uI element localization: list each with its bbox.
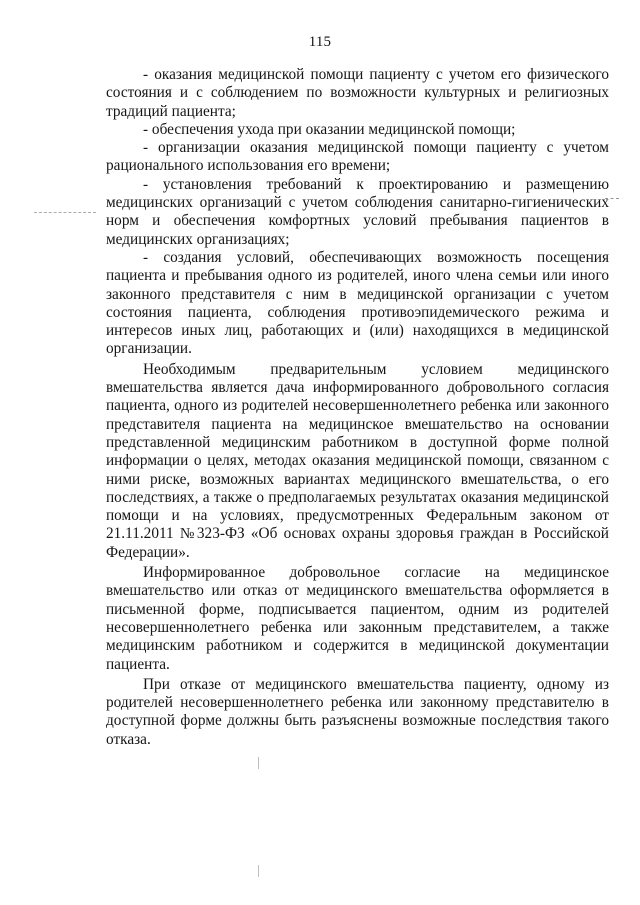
scan-artifact-dot	[258, 757, 259, 769]
page-number: 115	[308, 34, 332, 50]
body-paragraph: При отказе от медицинского вмешательства пациенту, одному из родителей несовершеннолетнего ребенка или законному представителю в доступной форме должны быть разъяснены возможные последствия такого отказа.	[106, 675, 609, 748]
list-item-paragraph: - оказания медицинской помощи пациенту с учетом его физического состояния и с соблюдением по возможности культурных и религиозных традиций пациента;	[106, 66, 609, 120]
scan-artifact-dot	[258, 865, 259, 877]
document-body	[106, 66, 609, 749]
list-item-paragraph: - создания условий, обеспечивающих возможность посещения пациента и пребывания одного из родителей, иного члена семьи или иного законного представителя с ним в медицинской организации с учетом состояния пациента, соблюдения противоэпидемического режима и интересов иных лиц, работающих и (или) находящихся в медицинской организации.	[106, 248, 609, 358]
list-item-paragraph: - установления требований к проектированию и размещению медицинских организаций с учетом соблюдения санитарно-гигиенических норм и обеспечения комфортных условий пребывания пациентов в медицинских организациях;	[106, 175, 609, 248]
list-item-paragraph: - организации оказания медицинской помощи пациенту с учетом рационального использования его времени;	[106, 139, 609, 175]
scan-artifact-line	[34, 212, 96, 213]
body-paragraph: Информированное добровольное согласие на медицинское вмешательство или отказ от медицинского вмешательства оформляется в письменной форме, подписывается пациентом, одним из родителей несовершеннолетнего ребенка или законным представителем, а также медицинским работником и содержится в медицинской документации пациента.	[106, 564, 609, 673]
list-item-paragraph: - обеспечения ухода при оказании медицинской помощи;	[143, 120, 516, 138]
body-paragraph: Необходимым предварительным условием медицинского вмешательства является дача информированного добровольного согласия пациента, одного из родителей несовершеннолетнего ребенка или законного представителя пациента на медицинское вмешательство на основании представленной медицинским работником в доступной форме полной информации о целях, методах оказания медицинской помощи, связанном с ними риске, возможных вариантах медицинского вмешательства, о его последствиях, а также о предполагаемых результатах оказания медицинской помощи и на условиях, предусмотренных Федеральным законом от 21.11.2011 №323-ФЗ «Об основах охраны здоровья граждан в Российской Федерации».	[106, 360, 609, 561]
